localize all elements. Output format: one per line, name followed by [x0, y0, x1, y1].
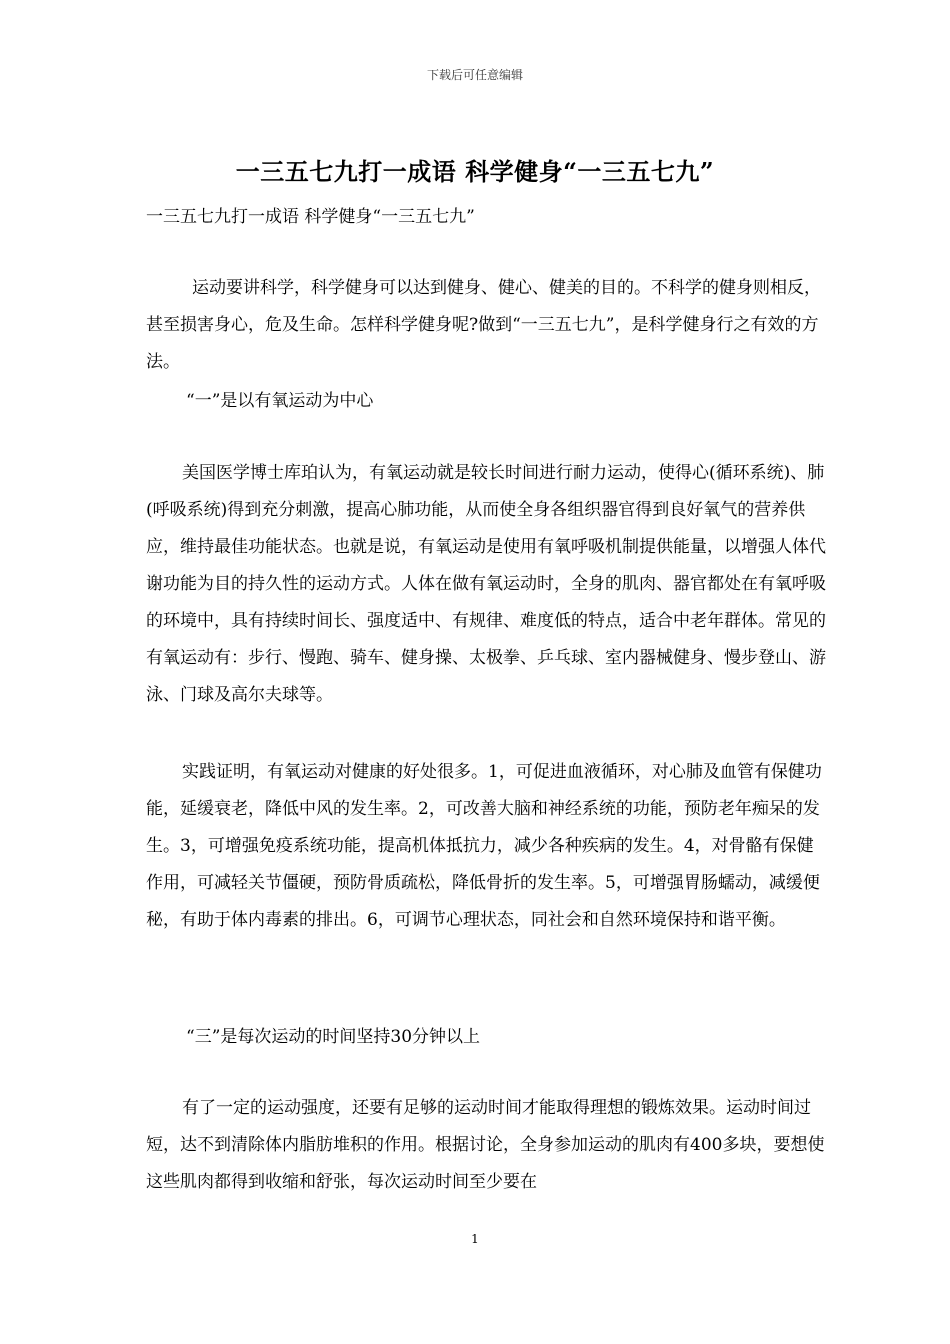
duration-paragraph: 有了一定的运动强度，还要有足够的运动时间才能取得理想的锻炼效果。运动时间过短，达不到清除体内脂肪堆积的作用。根据讨论，全身参加运动的肌肉有400多块，要想使这些肌肉都得到收缩和舒张，每次运动时间至少要在: [146, 1098, 825, 1192]
benefits-paragraph: 实践证明，有氧运动对健康的好处很多。1，可促进血液循环，对心肺及血管有保健功能，延缓衰老，降低中风的发生率。2，可改善大脑和神经系统的功能，预防老年痴呆的发生。3，可增强免疫系统功能，提高机体抵抗力，减少各种疾病的发生。4，对骨骼有保健作用，可减轻关节僵硬，预防骨质疏松，降低骨折的发生率。5，可增强胃肠蠕动，减缓便秘，有助于体内毒素的排出。6，可调节心理状态，同社会和自然环境保持和谐平衡。: [146, 762, 822, 930]
page-header-note: 下载后可任意编辑: [426, 68, 523, 82]
section-heading-one: “一”是以有氧运动为中心: [186, 391, 374, 411]
document-subtitle: 一三五七九打一成语 科学健身“一三五七九”: [146, 207, 475, 227]
document-title: 一三五七九打一成语 科学健身“一三五七九”: [235, 157, 715, 186]
aerobic-paragraph: 美国医学博士库珀认为，有氧运动就是较长时间进行耐力运动，使得心(循环系统)、肺(呼吸系统)得到充分刺激，提高心肺功能，从而使全身各组织器官得到良好氧气的营养供应，维持最佳功能状态。也就是说，有氧运动是使用有氧呼吸机制提供能量，以增强人体代谢功能为目的持久性的运动方式。人体在做有氧运动时，全身的肌肉、器官都处在有氧呼吸的环境中，具有持续时间长、强度适中、有规律、难度低的特点，适合中老年群体。常见的有氧运动有：步行、慢跑、骑车、健身操、太极拳、乒乓球、室内器械健身、慢步登山、游泳、门球及高尔夫球等。: [146, 463, 826, 705]
section-heading-three: “三”是每次运动的时间坚持30分钟以上: [186, 1027, 481, 1047]
intro-paragraph: 运动要讲科学，科学健身可以达到健身、健心、健美的目的。不科学的健身则相反，甚至损害身心，危及生命。怎样科学健身呢?做到“一三五七九”，是科学健身行之有效的方法。: [146, 278, 821, 372]
page-number: 1: [471, 1232, 479, 1246]
